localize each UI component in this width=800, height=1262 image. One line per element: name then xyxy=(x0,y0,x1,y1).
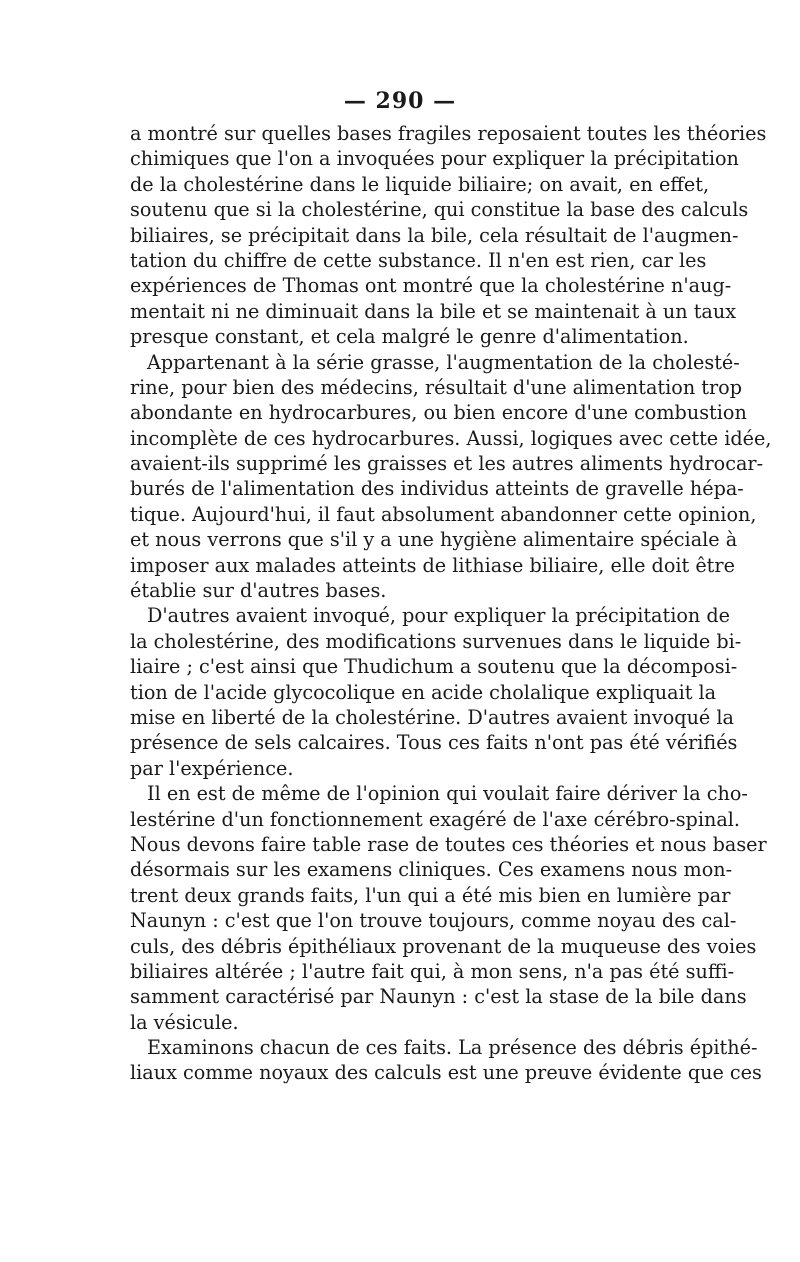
body-text xyxy=(130,121,772,1086)
text-line: Naunyn : c'est que l'on trouve toujours, comme noyau des cal- xyxy=(130,909,737,933)
text-line: désormais sur les examens cliniques. Ces examens nous mon- xyxy=(130,858,733,882)
text-line: la cholestérine, des modifications survenues dans le liquide bi- xyxy=(130,629,742,653)
text-line: présence de sels calcaires. Tous ces faits n'ont pas été vérifiés xyxy=(130,731,738,755)
text-line: liaux comme noyaux des calculs est une preuve évidente que ces xyxy=(130,1061,762,1085)
text-line: Appartenant à la série grasse, l'augmentation de la cholesté- xyxy=(147,350,740,374)
text-line: imposer aux malades atteints de lithiase biliaire, elle doit être xyxy=(130,553,735,577)
page-number: — 290 — xyxy=(343,88,457,114)
text-line: lestérine d'un fonctionnement exagéré de l'axe cérébro-spinal. xyxy=(130,807,740,831)
text-line: rine, pour bien des médecins, résultait d'une alimentation trop xyxy=(130,375,743,399)
text-line: trent deux grands faits, l'un qui a été mis bien en lumière par xyxy=(130,883,731,907)
text-line: tion de l'acide glycocolique en acide cholalique expliquait la xyxy=(130,680,717,704)
text-line: Examinons chacun de ces faits. La présence des débris épithé- xyxy=(147,1036,758,1060)
text-line: biliaires, se précipitait dans la bile, cela résultait de l'augmen- xyxy=(130,223,739,247)
text-line: D'autres avaient invoqué, pour expliquer la précipitation de xyxy=(147,604,730,628)
text-line: et nous verrons que s'il y a une hygiène alimentaire spéciale à xyxy=(130,528,738,552)
text-line: burés de l'alimentation des individus atteints de gravelle hépa- xyxy=(130,477,744,501)
text-line: a montré sur quelles bases fragiles reposaient toutes les théories xyxy=(130,122,767,145)
text-line: biliaires altérée ; l'autre fait qui, à mon sens, n'a pas été suffi- xyxy=(130,959,735,983)
text-line: mentait ni ne diminuait dans la bile et se maintenait à un taux xyxy=(130,299,737,323)
text-line: Nous devons faire table rase de toutes ces théories et nous baser xyxy=(130,832,767,856)
text-line: de la cholestérine dans le liquide biliaire; on avait, en effet, xyxy=(130,172,710,196)
text-line: tique. Aujourd'hui, il faut absolument abandonner cette opinion, xyxy=(130,502,757,526)
text-line: Il en est de même de l'opinion qui voulait faire dériver la cho- xyxy=(147,782,748,806)
text-line: tation du chiffre de cette substance. Il n'en est rien, car les xyxy=(130,248,707,272)
text-line: liaire ; c'est ainsi que Thudichum a soutenu que la décomposi- xyxy=(130,655,738,679)
text-line: la vésicule. xyxy=(130,1010,239,1034)
text-line: abondante en hydrocarbures, ou bien encore d'une combustion xyxy=(130,401,747,425)
text-line: par l'expérience. xyxy=(130,756,294,780)
text-line: samment caractérisé par Naunyn : c'est la stase de la bile dans xyxy=(130,985,747,1009)
text-line: chimiques que l'on a invoquées pour expliquer la précipitation xyxy=(130,147,739,171)
text-line: incomplète de ces hydrocarbures. Aussi, logiques avec cette idée, xyxy=(130,426,772,450)
text-line: culs, des débris épithéliaux provenant de la muqueuse des voies xyxy=(130,934,757,958)
text-line: avaient-ils supprimé les graisses et les autres aliments hydrocar- xyxy=(130,452,764,476)
text-line: presque constant, et cela malgré le genre d'alimentation. xyxy=(130,325,689,349)
text-line: soutenu que si la cholestérine, qui constitue la base des calculs xyxy=(130,198,749,222)
text-line: établie sur d'autres bases. xyxy=(130,579,387,603)
text-line: mise en liberté de la cholestérine. D'autres avaient invoqué la xyxy=(130,705,734,729)
text-line: expériences de Thomas ont montré que la cholestérine n'aug- xyxy=(130,274,732,298)
